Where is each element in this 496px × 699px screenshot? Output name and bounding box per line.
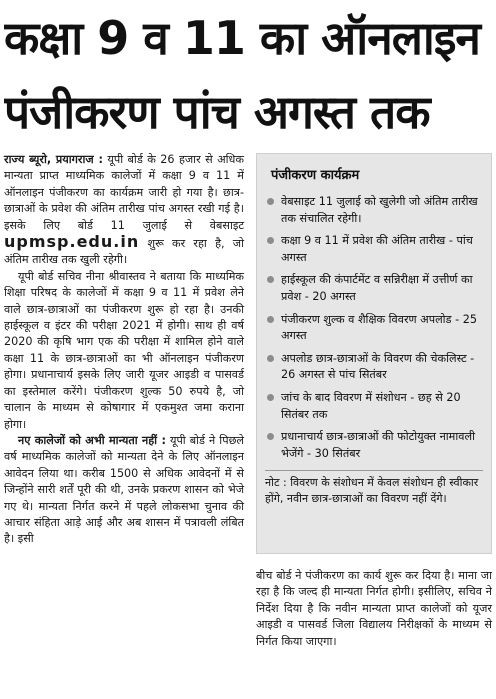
schedule-title: पंजीकरण कार्यक्रम xyxy=(271,168,360,183)
schedule-item-text: जांच के बाद विवरण में संशोधन - छह से 20 सितंबर तक xyxy=(281,390,461,421)
bullet-icon xyxy=(267,198,274,205)
bullet-icon xyxy=(267,237,274,244)
schedule-item xyxy=(265,194,483,227)
schedule-item xyxy=(265,351,483,384)
schedule-item-text: प्रधानाचार्य छात्र-छात्राओं की फोटोयुक्त नामावली भेजेंगे - 30 सितंबर xyxy=(281,430,475,460)
headline-line-1: कक्षा 9 व 11 का ऑनलाइन xyxy=(4,11,480,65)
bullet-icon xyxy=(267,316,274,323)
article-paragraph-3 xyxy=(4,433,244,548)
registration-schedule-box xyxy=(256,153,492,554)
headline-line-2: पंजीकरण पांच अगस्त तक xyxy=(4,85,430,139)
paragraph-3-text: यूपी बोर्ड ने पिछले वर्ष माध्यमिक कालेजों को मान्यता देने के लिए ऑनलाइन आवेदन लिया था। करीब 1500 से अधिक आवेदनों में से जिन्होंने सारी शर्तें पूरी की थी, उनके प्रकरण शासन को भेजे गए थे। मान्यता निर्गत करने में पहले लोकसभा चुनाव की आचार संहिता आड़े आई और अब शासन में पत्रावली लंबित है। इसी xyxy=(4,433,244,546)
bullet-icon xyxy=(267,394,274,401)
article-left-column xyxy=(4,152,244,548)
schedule-item-text: पंजीकरण शुल्क व शैक्षिक विवरण अपलोड - 25 अगस्त xyxy=(281,312,477,343)
paragraph-1-text-end: शुरू कर रहा है, जो अंतिम तारीख तक खुली रहेगी। xyxy=(4,237,244,267)
schedule-item xyxy=(265,312,483,345)
paragraph-1-text: यूपी बोर्ड के 26 हजार से अधिक मान्यता प्राप्त माध्यमिक कालेजों में कक्षा 9 व 11 में ऑनलाइन पंजीकरण का कार्यक्रम जारी हो गया है। छात्र-छात्राओं के प्रवेश की अंतिम तारीख पांच अगस्त रखी गई है। इसके लिए बोर्ड 11 जुलाई से वेबसाइट xyxy=(4,153,244,232)
subheading-new-colleges: नए कालेजों को अभी मान्यता नहीं : xyxy=(18,433,166,447)
dateline: राज्य ब्यूरो, प्रयागराज : xyxy=(4,153,103,166)
bullet-icon xyxy=(267,276,274,283)
schedule-item xyxy=(265,272,483,305)
schedule-item xyxy=(265,429,483,462)
bullet-icon xyxy=(267,433,274,440)
article-paragraph-2: यूपी बोर्ड सचिव नीना श्रीवास्तव ने बताया कि माध्यमिक शिक्षा परिषद के कालेजों में कक्षा 9 व 11 में प्रवेश लेने वाले छात्र-छात्राओं का पंजीकरण शुरू हो रहा है। उनकी हाईस्कूल व इंटर की परीक्षा 2021 में होगी। साथ ही वर्ष 2020 की कृषि भाग एक की परीक्षा में शामिल होने वाले कक्षा 11 के छात्र-छात्राओं का भी ऑनलाइन पंजीकरण होगा। प्रधानाचार्य इसके लिए जारी यूजर आइडी व पासवर्ड का इस्तेमाल करेंगे। पंजीकरण शुल्क 50 रुपये है, जो चालान के माध्यम से कोषागार में एकमुश्त जमा कराना होगा। xyxy=(4,269,244,431)
article-paragraph-1 xyxy=(4,152,244,269)
bullet-icon xyxy=(267,355,274,362)
schedule-note: नोट : विवरण के संशोधन में केवल संशोधन ही स्वीकार होंगे, नवीन छात्र-छात्राओं का विवरण नहीं देंगे। xyxy=(265,470,483,507)
schedule-item-text: वेबसाइट 11 जुलाई को खुलेगी जो अंतिम तारीख तक संचालित रहेगी। xyxy=(281,195,478,225)
schedule-item xyxy=(265,233,483,266)
schedule-item-text: कक्षा 9 व 11 में प्रवेश की अंतिम तारीख - पांच अगस्त xyxy=(281,234,473,264)
schedule-item xyxy=(265,390,483,423)
article-paragraph-3-continued: बीच बोर्ड ने पंजीकरण का कार्य शुरू कर दिया है। माना जा रहा है कि जल्द ही मान्यता निर्गत होगी। इसीलिए, सचिव ने निर्देश दिया है कि नवीन मान्यता प्राप्त कालेजों को यूजर आइडी व पासवर्ड जिला विद्यालय निरीक्षकों के माध्यम से निर्गत किया जाएगा। xyxy=(256,569,492,648)
website-url: upmsp.edu.in xyxy=(4,232,140,252)
schedule-item-text: अपलोड छात्र-छात्राओं के विवरण की चेकलिस्ट - 26 अगस्त से पांच सितंबर xyxy=(281,351,475,382)
article-right-column xyxy=(256,568,492,650)
schedule-item-text: हाईस्कूल की कंपार्टमेंट व सन्निरीक्षा में उत्तीर्ण का प्रवेश - 20 अगस्त xyxy=(281,273,473,303)
